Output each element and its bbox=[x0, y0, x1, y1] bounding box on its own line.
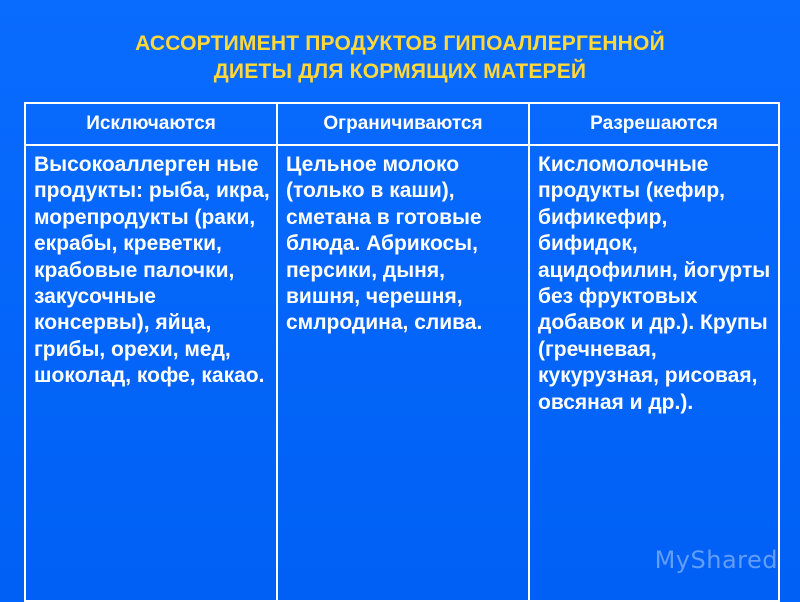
header-limited: Ограничиваются bbox=[277, 103, 529, 145]
table-header-row bbox=[25, 103, 779, 145]
cell-limited: Цельное молоко (только в каши), сметана в готовые блюда. Абрикосы, персики, дыня, вишня, черешня, смлродина, слива. bbox=[277, 145, 529, 601]
title-line-1: АССОРТИМЕНТ ПРОДУКТОВ ГИПОАЛЛЕРГЕННОЙ bbox=[135, 32, 665, 55]
cell-excluded: Высокоаллерген ные продукты: рыба, икра, морепродукты (раки, екрабы, креветки, крабовые палочки, закусочные консервы), яйца, грибы, орехи, мед, шоколад, кофе, какао. bbox=[25, 145, 277, 601]
header-excluded: Исключаются bbox=[25, 103, 277, 145]
table-row bbox=[25, 145, 779, 601]
page-title bbox=[0, 30, 800, 86]
watermark: MyShared bbox=[654, 546, 778, 574]
cell-allowed: Кисломолочные продукты (кефир, бификефир, бифидок, ацидофилин, йогурты без фруктовых добавок и др.). Крупы (гречневая, кукурузная, рисовая, овсяная и др.). bbox=[529, 145, 779, 601]
title-line-2: ДИЕТЫ ДЛЯ КОРМЯЩИХ МАТЕРЕЙ bbox=[213, 60, 587, 83]
diet-table bbox=[24, 102, 780, 602]
header-allowed: Разрешаются bbox=[529, 103, 779, 145]
